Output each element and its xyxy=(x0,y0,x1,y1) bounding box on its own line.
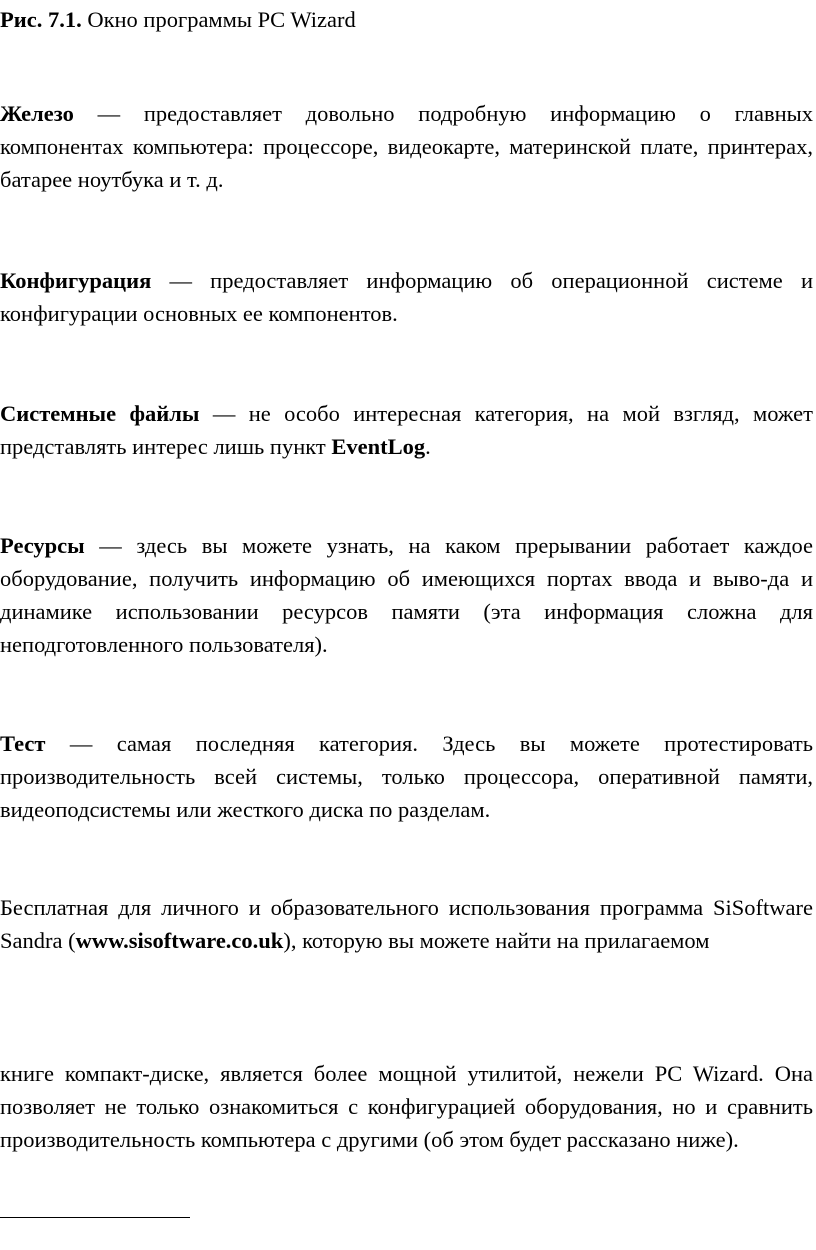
sandra-outro: ), которую вы можете найти на прилагаемом xyxy=(283,928,710,953)
description-configuration: — предоставляет информацию об операционной системе и конфигурации основных ее компонентов. xyxy=(0,268,813,326)
paragraph-hardware xyxy=(0,97,813,196)
paragraph-configuration xyxy=(0,264,813,330)
figure-label: Рис. 7.1. xyxy=(0,7,82,32)
description-resources: — здесь вы можете узнать, на каком прерывании работает каждое оборудование, получить информацию об имеющихся портах ввода и выво-да и динамике использовании ресурсов памяти (эта информация сложна для неподготовленного пользователя). xyxy=(0,533,813,657)
figure-caption-text: Окно программы PC Wizard xyxy=(81,7,356,32)
description-system-files: — не особо интересная категория, на мой взгляд, может представлять интерес лишь пункт xyxy=(0,401,813,459)
sisoftware-link: www.sisoftware.co.uk xyxy=(75,928,284,953)
description-system-files-tail: . xyxy=(425,434,431,459)
continuation-text: книге компакт-диске, является более мощной утилитой, нежели PC Wizard. Она позволяет не только ознакомиться с конфигурацией оборудования, но и сравнить производительность компьютера с другими (об этом будет рассказано ниже). xyxy=(0,1061,813,1152)
term-system-files: Системные файлы xyxy=(0,401,200,426)
paragraph-sisoftware-sandra xyxy=(0,891,813,957)
figure-caption xyxy=(0,3,816,36)
term-configuration: Конфигурация xyxy=(0,268,152,293)
eventlog-item: EventLog xyxy=(331,434,426,459)
term-test: Тест xyxy=(0,731,46,756)
footnote-separator xyxy=(0,1217,190,1218)
paragraph-resources xyxy=(0,529,813,661)
description-hardware: — предоставляет довольно подробную информацию о главных компонентах компьютера: процессоре, видеокарте, материнской плате, принтерах, батарее ноутбука и т. д. xyxy=(0,101,813,192)
term-hardware: Железо xyxy=(0,101,74,126)
description-test: — самая последняя категория. Здесь вы можете протестировать производительность всей системы, только процессора, оперативной памяти, видеоподсистемы или жесткого диска по разделам. xyxy=(0,731,813,822)
paragraph-continuation xyxy=(0,1057,813,1156)
sandra-intro: Бесплатная для личного и образовательного использования программа SiSoftware Sandra ( xyxy=(0,895,813,953)
paragraph-system-files xyxy=(0,397,813,463)
term-resources: Ресурсы xyxy=(0,533,85,558)
paragraph-test xyxy=(0,727,813,826)
